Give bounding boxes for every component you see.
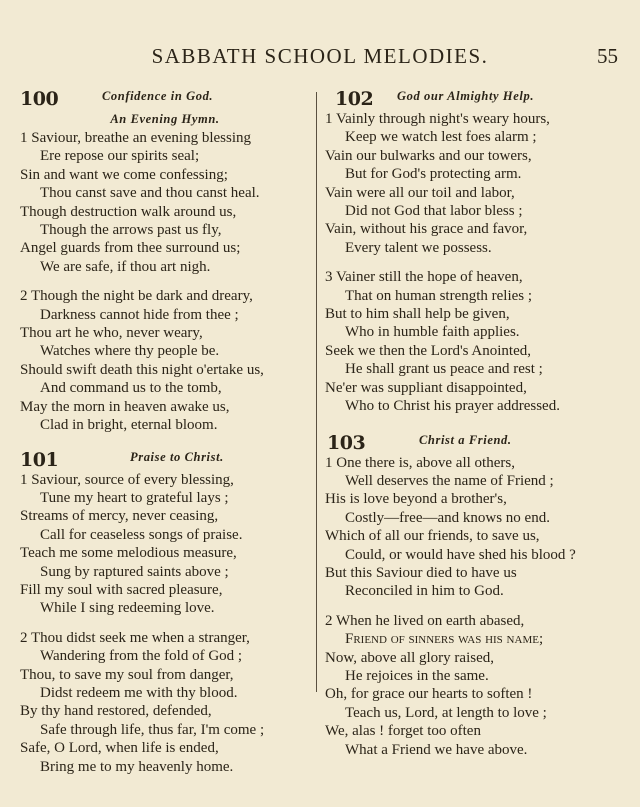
verse-line: Wandering from the fold of God ; [40, 648, 243, 665]
hymn-103-heading [325, 432, 625, 454]
stanza-2 [325, 612, 625, 759]
stanza-1 [20, 129, 310, 276]
verse-line: Ere repose our spirits seal; [40, 148, 200, 165]
verse-line: Did not God that labor bless ; [345, 203, 523, 220]
verse-line: But this Saviour died to have us [325, 564, 517, 581]
verse-line: Teach me some melodious measure, [20, 545, 237, 562]
verse-line: Thou canst save and thou canst heal. [40, 185, 260, 202]
stanza-2 [20, 629, 310, 776]
stanza-3 [325, 268, 625, 415]
verse-line: What a Friend we have above. [345, 741, 528, 758]
hymn-102-heading [325, 88, 625, 110]
verse-line: Angel guards from thee surround us; [20, 240, 241, 257]
verse-line: Safe, O Lord, when life is ended, [20, 740, 219, 757]
verse-line: Teach us, Lord, at length to love ; [345, 704, 547, 721]
hymn-title: Confidence in God. [102, 89, 214, 103]
verse-line: Streams of mercy, never ceasing, [20, 508, 219, 525]
verse-line: 2 When he lived on earth abased, [325, 612, 525, 629]
verse-line: Thou art he who, never weary, [20, 325, 203, 342]
verse-line: Vain our bulwarks and our towers, [325, 147, 532, 164]
verse-line: Now, above all glory raised, [325, 649, 494, 666]
verse-line: By thy hand restored, defended, [20, 703, 212, 720]
hymn-103 [325, 432, 625, 760]
stanza-2 [20, 287, 310, 434]
hymn-number: 102 [335, 88, 374, 110]
verse-line: Thou, to save my soul from danger, [20, 666, 234, 683]
verse-line: Clad in bright, eternal bloom. [40, 417, 218, 434]
hymn-102 [325, 88, 625, 416]
page-number: 55 [597, 44, 618, 68]
verse-line: 1 Saviour, source of every blessing, [20, 471, 234, 488]
hymn-title: Praise to Christ. [130, 449, 224, 464]
verse-line: Tune my heart to grateful lays ; [40, 489, 229, 506]
hymn-title: God our Almighty Help. [397, 89, 535, 103]
verse-line: But to him shall help be given, [325, 306, 510, 323]
verse-line: 1 Vainly through night's weary hours, [325, 111, 550, 127]
verse-line: Though the arrows past us fly, [40, 222, 222, 239]
verse-line: 1 Saviour, breathe an evening blessing [20, 130, 252, 146]
hymn-101-heading [20, 449, 310, 471]
hymn-100 [20, 88, 310, 435]
verse-line: Sung by raptured saints above ; [40, 563, 229, 580]
column-divider [316, 92, 317, 692]
verse-line: Should swift death this night o'ertake us, [20, 361, 264, 378]
verse-line: Who in humble faith applies. [345, 324, 520, 341]
verse-line: Which of all our friends, to save us, [325, 528, 540, 545]
running-title: SABBATH SCHOOL MELODIES. [151, 44, 489, 68]
verse-line: Darkness cannot hide from thee ; [40, 306, 239, 323]
verse-line: May the morn in heaven awake us, [20, 398, 230, 415]
hymn-100-heading [20, 88, 310, 110]
left-column [20, 88, 310, 776]
hymn-subtitle: An Evening Hymn. [110, 112, 220, 126]
hymn-101 [20, 449, 310, 777]
hymn-title: Christ a Friend. [419, 432, 512, 447]
verse-line: Costly—free—and knows no end. [345, 509, 550, 526]
right-column [325, 88, 625, 759]
stanza-1 [325, 454, 625, 601]
verse-line: Ne'er was suppliant disappointed, [325, 379, 527, 396]
verse-line: Though destruction walk around us, [20, 203, 237, 220]
verse-line: Well deserves the name of Friend ; [345, 472, 554, 489]
stanza-1 [325, 110, 625, 257]
verse-line: 2 Though the night be dark and dreary, [20, 288, 253, 305]
hymn-number: 103 [327, 431, 366, 454]
verse-line: Call for ceaseless songs of praise. [40, 526, 243, 543]
verse-line: Fill my soul with sacred pleasure, [20, 581, 223, 598]
verse-line: 1 One there is, above all others, [325, 454, 515, 471]
verse-line: He shall grant us peace and rest ; [345, 361, 543, 378]
verse-line: Could, or would have shed his blood ? [345, 546, 576, 563]
verse-line: He rejoices in the same. [345, 667, 489, 684]
verse-line: Vain, without his grace and favor, [325, 221, 528, 238]
hymn-number: 100 [20, 88, 59, 110]
verse-line: We are safe, if thou art nigh. [40, 258, 211, 275]
hymn-number: 101 [20, 448, 59, 471]
verse-line: Oh, for grace our hearts to soften ! [325, 686, 533, 703]
verse-line: That on human strength relies ; [345, 287, 533, 304]
verse-line: Bring me to my heavenly home. [40, 758, 234, 775]
verse-line: Reconciled in him to God. [345, 583, 504, 600]
verse-line: And command us to the tomb, [40, 380, 222, 397]
verse-line: Every talent we possess. [345, 239, 492, 256]
verse-line: But for God's protecting arm. [345, 166, 522, 183]
verse-line: 3 Vainer still the hope of heaven, [325, 269, 523, 286]
verse-line: Didst redeem me with thy blood. [40, 684, 238, 701]
verse-line: While I sing redeeming love. [40, 600, 215, 617]
verse-line: 2 Thou didst seek me when a stranger, [20, 629, 250, 646]
verse-line: Safe through life, thus far, I'm come ; [40, 721, 265, 738]
verse-line: Keep we watch lest foes alarm ; [345, 129, 537, 146]
verse-line: Seek we then the Lord's Anointed, [325, 342, 531, 359]
verse-line: Sin and want we come confessing; [20, 166, 228, 183]
verse-line: Vain were all our toil and labor, [325, 184, 515, 201]
verse-line: We, alas ! forget too often [325, 723, 481, 740]
stanza-1 [20, 471, 310, 618]
page-header [0, 42, 640, 72]
verse-line: Watches where thy people be. [40, 343, 220, 360]
verse-line: His is love beyond a brother's, [325, 491, 507, 508]
verse-line: Friend of sinners was his name; [345, 631, 544, 648]
verse-line: Who to Christ his prayer addressed. [345, 398, 560, 415]
